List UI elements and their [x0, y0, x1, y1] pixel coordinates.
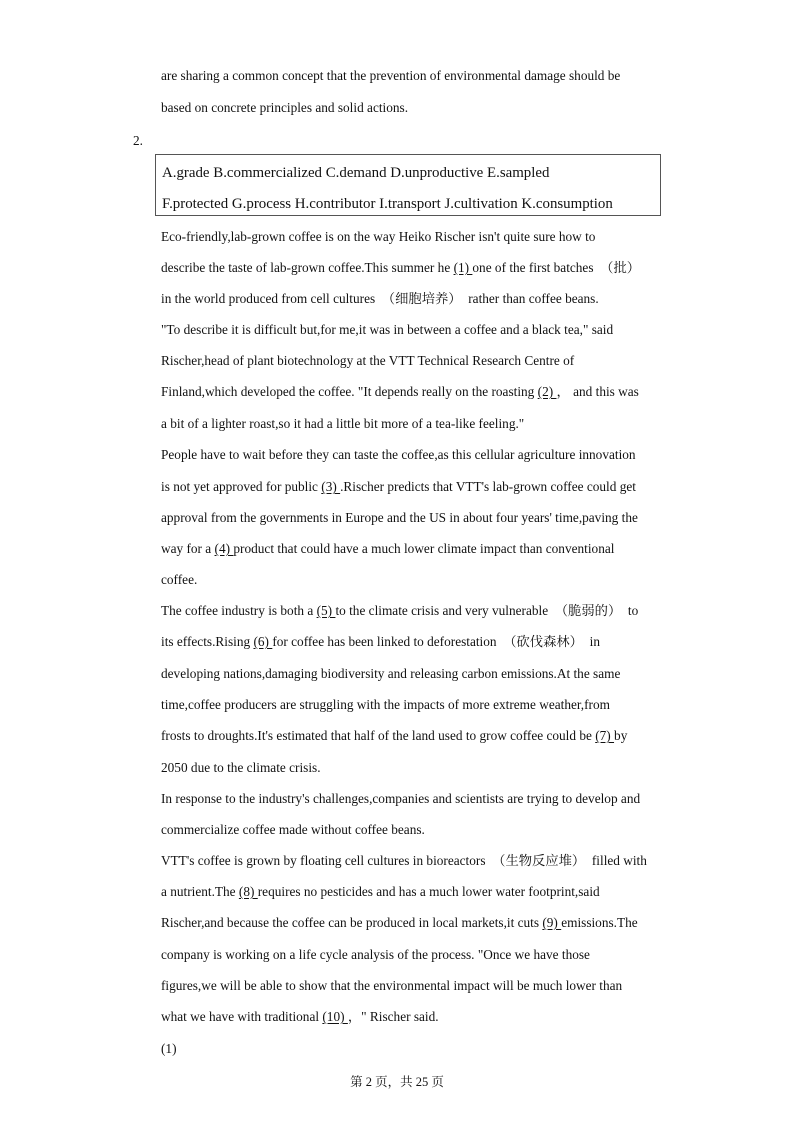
passage-text: Finland,which developed the coffee. "It depends really on the roasting	[161, 384, 538, 399]
blank-9[interactable]: (9)	[542, 915, 562, 930]
passage-text: is not yet approved for public	[161, 479, 322, 494]
passage-text: ， and this was	[556, 384, 639, 399]
passage-line	[161, 601, 638, 621]
passage-text: Rischer,and because the coffee can be produced in local markets,it cuts	[161, 915, 543, 930]
passage-line	[161, 382, 639, 402]
passage-text: emissions.The	[561, 915, 638, 930]
passage-line: developing nations,damaging biodiversity and releasing carbon emissions.At the same	[161, 666, 621, 681]
blank-3[interactable]: (3)	[321, 479, 341, 494]
blank-5[interactable]: (5)	[316, 603, 336, 618]
passage-line: commercialize coffee made without coffee beans.	[161, 822, 425, 837]
passage-line: approval from the governments in Europe and the US in about four years' time,paving the	[161, 510, 638, 525]
passage-text: a nutrient.The	[161, 884, 239, 899]
passage-line: "To describe it is difficult but,for me,it was in between a coffee and a black tea," said	[161, 322, 614, 337]
passage-line: Rischer,head of plant biotechnology at the VTT Technical Research Centre of	[161, 353, 575, 368]
passage-text: ，" Rischer said.	[347, 1009, 439, 1024]
intro-line-1: are sharing a common concept that the prevention of environmental damage should be	[161, 68, 621, 83]
blank-10[interactable]: (10)	[322, 1009, 348, 1024]
passage-text: The coffee industry is both a	[161, 603, 317, 618]
passage-line: 2050 due to the climate crisis.	[161, 760, 321, 775]
passage-line	[161, 258, 640, 278]
passage-line	[161, 1007, 439, 1027]
passage-text: by	[614, 728, 628, 743]
page-footer: 第 2 页，共 25 页	[350, 1075, 444, 1089]
passage-line	[161, 632, 600, 652]
blank-4[interactable]: (4)	[214, 541, 234, 556]
passage-text: frosts to droughts.It's estimated that half of the land used to grow coffee could be	[161, 728, 596, 743]
passage-line: figures,we will be able to show that the environmental impact will be much lower than	[161, 978, 623, 993]
word-bank-row-1: A.grade B.commercialized C.demand D.unproductive E.sampled	[162, 165, 550, 181]
passage-line: In response to the industry's challenges,companies and scientists are trying to develop and	[161, 791, 641, 806]
passage-text: requires no pesticides and has a much lower water footprint,said	[257, 884, 600, 899]
blank-8[interactable]: (8)	[238, 884, 258, 899]
passage-line	[161, 477, 636, 497]
passage-line: Eco-friendly,lab-grown coffee is on the way Heiko Rischer isn't quite sure how to	[161, 229, 596, 244]
blank-7[interactable]: (7)	[595, 728, 615, 743]
passage-text: describe the taste of lab-grown coffee.This summer he	[161, 260, 454, 275]
passage-line: a bit of a lighter roast,so it had a little bit more of a tea-like feeling."	[161, 416, 525, 431]
question-number: 2.	[133, 133, 143, 148]
passage-line	[161, 539, 614, 559]
intro-line-2: based on concrete principles and solid actions.	[161, 100, 409, 115]
passage-line: coffee.	[161, 572, 198, 587]
passage-line: People have to wait before they can taste the coffee,as this cellular agriculture innovation	[161, 447, 636, 462]
blank-1[interactable]: (1)	[453, 260, 473, 275]
blank-6[interactable]: (6)	[253, 634, 273, 649]
word-bank-box	[155, 154, 661, 216]
passage-line	[161, 882, 600, 902]
word-bank-row-2: F.protected G.process H.contributor I.transport J.cultivation K.consumption	[162, 196, 613, 212]
passage-line: time,coffee producers are struggling with the impacts of more extreme weather,from	[161, 697, 610, 712]
passage-text: what we have with traditional	[161, 1009, 323, 1024]
passage-line: VTT's coffee is grown by floating cell cultures in bioreactors （生物反应堆） filled with	[161, 853, 647, 868]
passage-text: to the climate crisis and very vulnerable （脆弱的） to	[335, 603, 639, 618]
passage-text: one of the first batches （批）	[472, 260, 641, 275]
blank-2[interactable]: (2)	[537, 384, 557, 399]
passage-text: way for a	[161, 541, 215, 556]
passage-line	[161, 913, 638, 933]
sub-question-label: (1)	[161, 1041, 177, 1056]
passage-text: for coffee has been linked to deforestation （砍伐森林） in	[272, 634, 600, 649]
passage-text: its effects.Rising	[161, 634, 254, 649]
passage-text: .Rischer predicts that VTT's lab-grown coffee could get	[340, 479, 636, 494]
passage-line: in the world produced from cell cultures （细胞培养） rather than coffee beans.	[161, 291, 599, 306]
passage-text: product that could have a much lower climate impact than conventional	[233, 541, 615, 556]
passage-line: company is working on a life cycle analysis of the process. "Once we have those	[161, 947, 590, 962]
passage-line	[161, 726, 627, 746]
